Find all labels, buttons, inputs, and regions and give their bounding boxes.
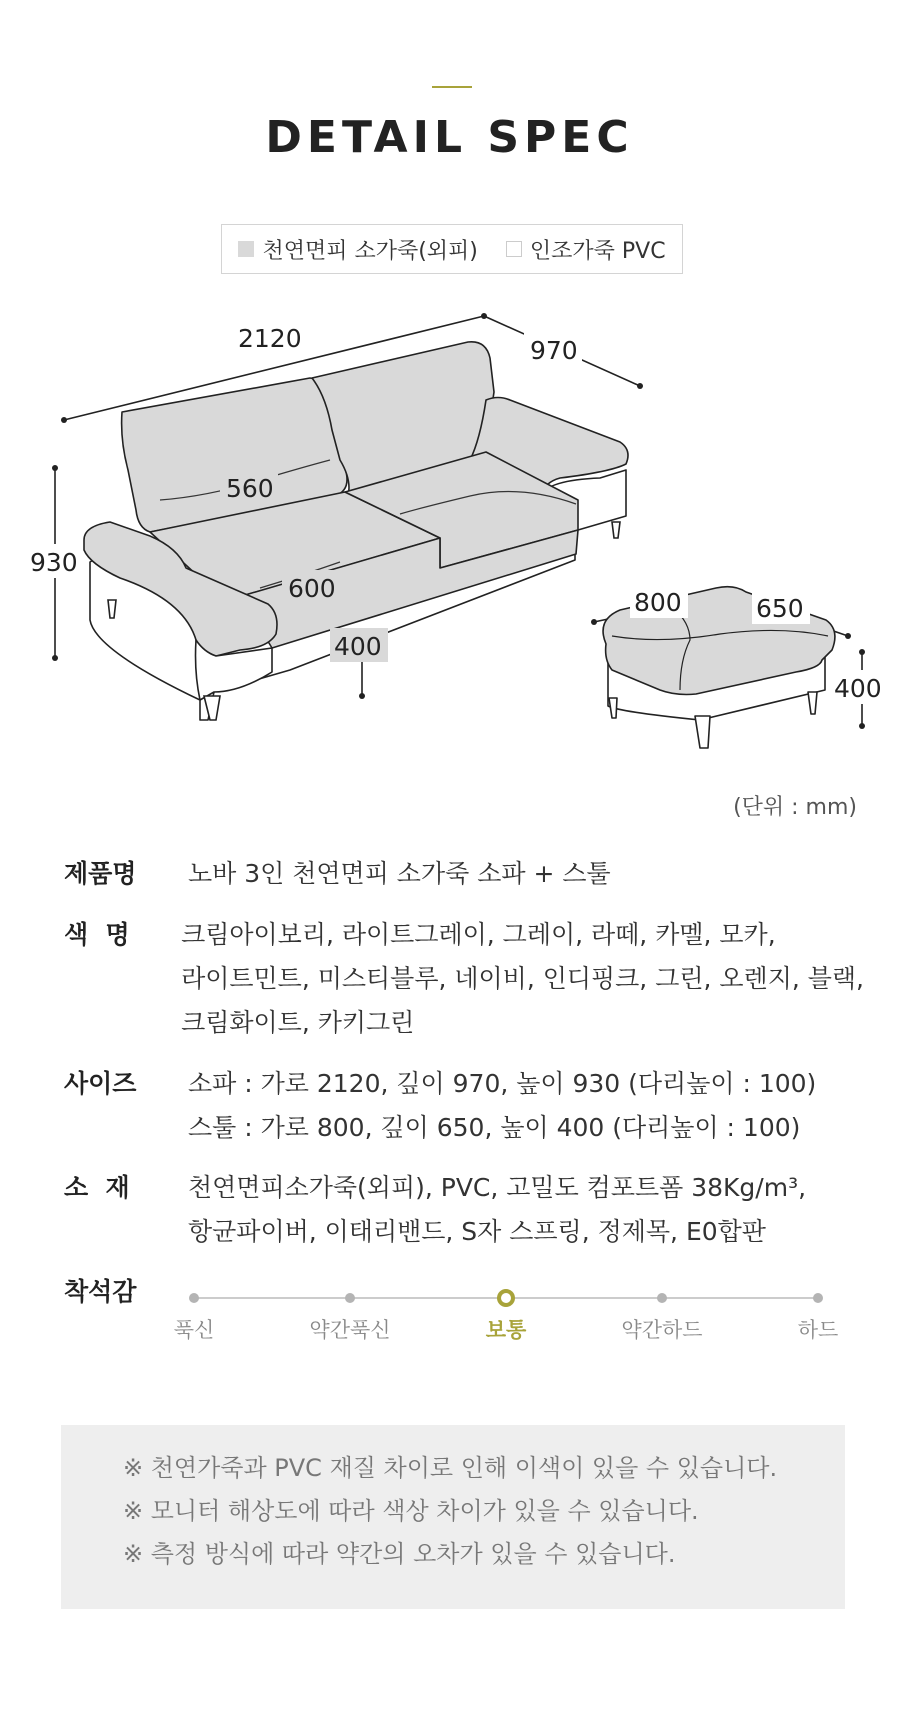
comfort-label: 착석감 (64, 1277, 137, 1306)
stool-width-label: 800 (634, 588, 682, 617)
sofa-height-label: 930 (30, 548, 78, 577)
spec-label: 사이즈 (64, 1069, 137, 1098)
comfort-dot-4 (813, 1293, 823, 1303)
spec-values (177, 913, 864, 1045)
legend-pvc-label: 인조가죽 PVC (529, 238, 666, 264)
stool-height-label: 400 (834, 674, 882, 703)
spec-row-material (64, 1166, 864, 1254)
stool-leg-front (695, 716, 710, 748)
page-title: DETAIL SPEC (265, 112, 634, 163)
spec-line: 노바 3인 천연면피 소가죽 소파 + 스툴 (188, 859, 611, 888)
pvc-swatch (506, 241, 522, 257)
legend-leather-label: 천연면피 소가죽(외피) (262, 238, 478, 264)
comfort-level-label: 약간푹신 (309, 1318, 391, 1342)
sofa-width-label: 2120 (238, 324, 302, 353)
spec-row-product (64, 852, 864, 896)
spec-row-colors (64, 913, 864, 1045)
spec-values (184, 1166, 864, 1254)
spec-line: 천연면피소가죽(외피), PVC, 고밀도 컴포트폼 38Kg/m³, (188, 1173, 807, 1202)
unit-note: (단위 : mm) (733, 795, 857, 820)
comfort-dot-selected (497, 1289, 515, 1307)
comfort-level-label: 하드 (797, 1318, 839, 1342)
spec-line: 스툴 : 가로 800, 깊이 650, 높이 400 (다리높이 : 100) (188, 1113, 801, 1142)
spec-label: 색 명 (64, 920, 130, 949)
notice-box (61, 1425, 845, 1609)
stool-leg-right (808, 692, 817, 714)
legend-item-leather (238, 234, 477, 265)
leather-swatch (238, 241, 254, 257)
sofa-leg-right (612, 522, 620, 538)
comfort-level-label-selected: 보통 (485, 1318, 527, 1342)
comfort-scale (64, 1270, 864, 1350)
notice-line: ※ 측정 방식에 따라 약간의 오차가 있을 수 있습니다. (123, 1540, 676, 1568)
spec-line: 라이트민트, 미스티블루, 네이비, 인디핑크, 그린, 오렌지, 블랙, (181, 964, 864, 993)
back-height-label: 560 (226, 474, 274, 503)
spec-line: 크림아이보리, 라이트그레이, 그레이, 라떼, 카멜, 모카, (181, 920, 776, 949)
spec-row-size (64, 1062, 864, 1150)
spec-line: 크림화이트, 카키그린 (181, 1008, 415, 1037)
title-accent-line (432, 86, 472, 88)
seat-height-label: 400 (334, 632, 382, 661)
seat-depth-label: 600 (288, 574, 336, 603)
spec-line: 항균파이버, 이태리밴드, S자 스프링, 정제목, E0합판 (188, 1217, 766, 1246)
spec-line: 소파 : 가로 2120, 깊이 970, 높이 930 (다리높이 : 100) (188, 1069, 817, 1098)
spec-values (184, 852, 864, 896)
legend-item-pvc (506, 234, 666, 265)
spec-label: 소 재 (64, 1173, 130, 1202)
comfort-level-label: 푹신 (173, 1318, 215, 1342)
notice-line: ※ 모니터 해상도에 따라 색상 차이가 있을 수 있습니다. (123, 1497, 699, 1525)
comfort-dot-0 (189, 1293, 199, 1303)
comfort-dot-1 (345, 1293, 355, 1303)
notice-line: ※ 천연가죽과 PVC 재질 차이로 인해 이색이 있을 수 있습니다. (123, 1454, 778, 1482)
comfort-dot-3 (657, 1293, 667, 1303)
spec-values (184, 1062, 864, 1150)
sofa-depth-label: 970 (530, 336, 578, 365)
stool-leg-left (609, 698, 617, 718)
sofa-dimension-diagram (0, 300, 899, 770)
sofa-leg-back-left (108, 600, 116, 618)
comfort-level-label: 약간하드 (621, 1318, 703, 1342)
material-legend (221, 224, 683, 274)
stool-depth-label: 650 (756, 594, 804, 623)
spec-label: 제품명 (64, 859, 137, 888)
